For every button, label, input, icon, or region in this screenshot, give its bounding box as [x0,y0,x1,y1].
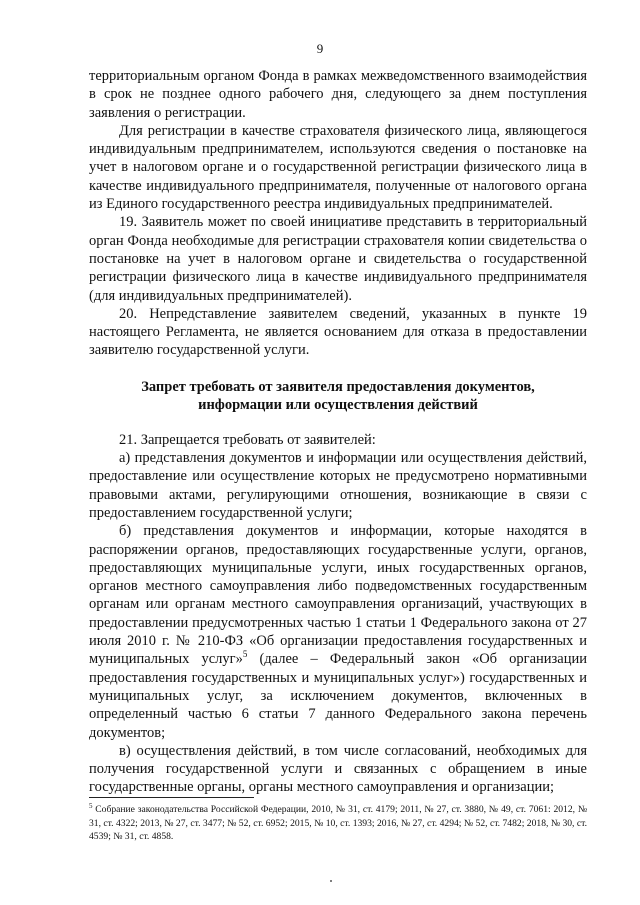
paragraph-21-a: а) представления документов и информации или осуществления действий, предоставление или осуществление которых не предусмотрено нормативными правовыми актами, регулирующими отношения, возникающие в связи с предоставлением государственной услуги; [89,450,587,521]
section-heading [89,378,587,415]
page-number: 9 [316,41,324,56]
paragraph-20: 20. Непредставление заявителем сведений, указанных в пункте 19 настоящего Регламента, не является основанием для отказа в предоставлении заявителю государственной услуги. [89,305,587,359]
footnote [89,803,587,844]
paragraph-continuation: территориальным органом Фонда в рамках межведомственного взаимодействия в срок не позднее одного рабочего дня, следующего за днем поступления заявления о регистрации. [89,68,587,121]
paragraph-19: 19. Заявитель может по своей инициативе представить в территориальный орган Фонда необходимые для регистрации страхователя копии свидетельства о постановке на учет в налоговом органе и свидетельства о государственной регистрации физического лица в качестве индивидуального предпринимателя (для индивидуальных предпринимателей). [89,214,587,304]
paragraph-21: 21. Запрещается требовать от заявителей: [119,431,376,448]
footnote-marker: 5 [89,801,93,810]
paragraph-21-b-text-continued: (далее – Федеральный закон «Об организации предоставления государственных и муниципальных услуг») государственных и муниципальных услуг, за исключением документов, включенных в определенный частью 6 статьи 7 данного Федерального закона перечень документов; [89,651,587,741]
section-heading-line-1: Запрет требовать от заявителя предоставления документов, [141,378,535,395]
section-heading-line-2: информации или осуществления действий [198,397,478,414]
scan-speck [330,880,332,882]
document-body [89,67,587,797]
footnote-separator [89,797,254,798]
paragraph-21-b-text: б) представления документов и информации, которые находятся в распоряжении органов, предоставляющих государственные услуги, органов, предоставляющих муниципальные услуги, иных государственных органов, органов местного самоуправления либо подведомственных государственным органам или органам местного самоуправления организаций, участвующих в предоставлении предусмотренных частью 1 статьи 1 Федерального закона от 27 июля 2010 г. № 210-ФЗ «Об организации предоставления государственных и муниципальных услуг» [89,523,587,668]
paragraph-registration-ip: Для регистрации в качестве страхователя физического лица, являющегося индивидуальным предпринимателем, используются сведения о постановке на учет в налоговом органе и о государственной регистрации физического лица в качестве индивидуального предпринимателя, полученные от налогового органа из Единого государственного реестра индивидуальных предпринимателей. [89,122,587,213]
footnote-reference: 5 [242,649,248,660]
paragraph-21-v: в) осуществления действий, в том числе согласований, необходимых для получения государственной услуги и связанных с обращением в иные государственные органы, органы местного самоуправления и организации; [89,742,587,796]
paragraph-21-b [89,522,587,742]
footnote-text: Собрание законодательства Российской Федерации, 2010, № 31, ст. 4179; 2011, № 27, ст. 3880, № 49, ст. 7061: 2012, № 31, ст. 4322; 2013, № 27, ст. 3477; № 52, ст. 6952; 2015, № 10, ст. 1393; 2016, № 27, ст. 4294; № 52, ст. 7482; 2018, № 30, ст. 4539; № 31, ст. 4858. [89,804,587,842]
